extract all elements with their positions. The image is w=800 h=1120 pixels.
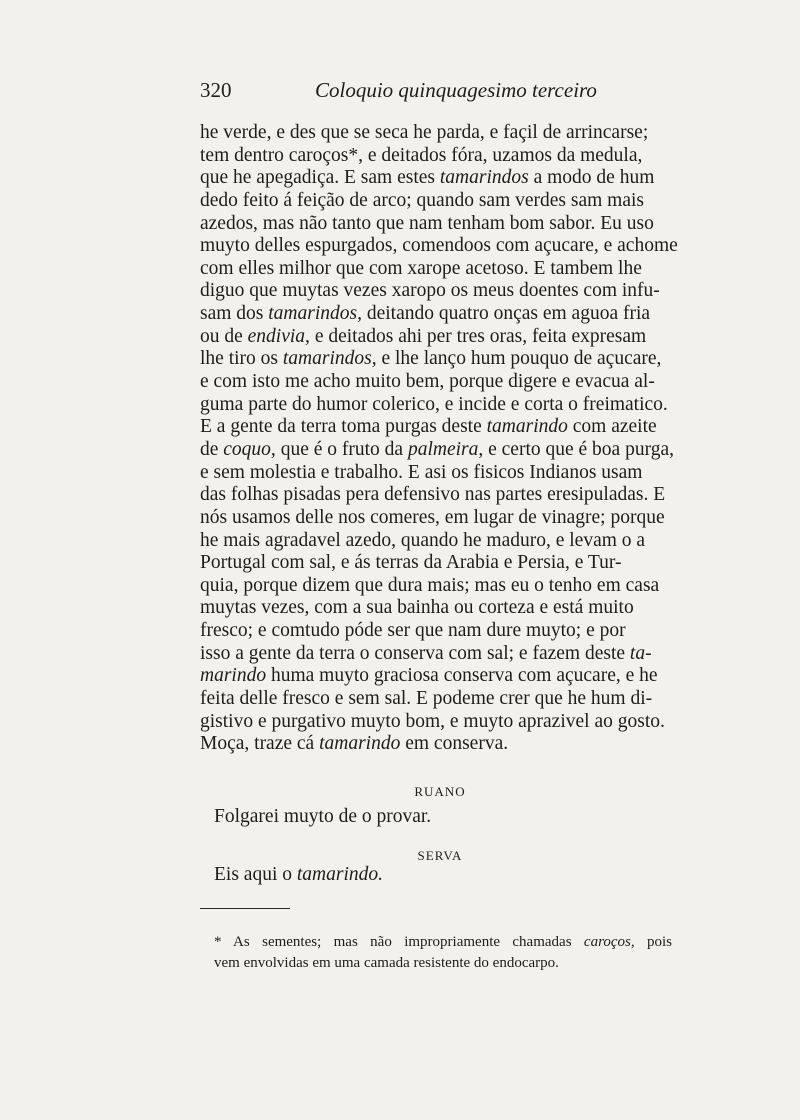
text-line [200, 189, 644, 213]
text-line [200, 371, 655, 394]
italic-segment: tamarindos, [268, 303, 362, 325]
footnote [214, 932, 672, 974]
italic-segment: tamarindo [319, 733, 401, 755]
footnote-rule [200, 908, 290, 909]
footnote-line [214, 932, 672, 953]
text-segment: E a gente da terra toma purgas deste [200, 416, 487, 438]
text-segment: vem envolvidas em uma camada resistente do endocarpo. [214, 955, 559, 971]
text-segment: com elles milhor que com xarope acetoso. E tambem lhe [200, 257, 642, 279]
text-line [200, 642, 652, 666]
text-line [200, 393, 668, 417]
text-line [200, 212, 654, 236]
speaker-ruano: RUANO [414, 784, 466, 799]
text-segment: fresco; e comtudo póde ser que nam dure muyto; e por [200, 620, 626, 642]
italic-segment: marindo [200, 665, 267, 687]
speech-ruano [214, 806, 431, 828]
italic-segment: tamarindos [439, 167, 529, 189]
text-line [200, 303, 651, 326]
text-line [200, 552, 622, 575]
text-segment: dedo feito á feição de arco; quando sam verdes sam mais [200, 189, 644, 211]
text-segment: Folgarei muyto de o provar. [214, 806, 432, 827]
text-segment: sam dos [200, 303, 269, 325]
text-line [200, 710, 665, 734]
text-line [200, 461, 643, 485]
text-segment: azedos, mas não tanto que nam tenham bom sabor. Eu uso [200, 212, 654, 234]
text-segment: ou de [200, 325, 248, 347]
text-segment: diguo que muytas vezes xaropo os meus doentes com infu- [200, 280, 660, 302]
text-segment: tem dentro caroços*, e deitados fóra, uzamos da medula, [200, 144, 643, 166]
text-segment: pois [634, 934, 672, 950]
text-segment: gistivo e purgativo muyto bom, e muyto aprazivel ao gosto. [200, 710, 665, 732]
speech-serva [214, 864, 383, 886]
italic-segment: tamarindos, [282, 348, 377, 370]
italic-segment: ta- [629, 642, 652, 664]
text-line [200, 733, 606, 756]
running-title: Coloquio quinquagesimo terceiro [315, 78, 597, 102]
text-segment: e sem molestia e trabalho. E asi os fisicos Indianos usam [200, 461, 643, 483]
text-line [200, 416, 657, 439]
text-segment: huma muyto graciosa conserva com açucare, e he [266, 665, 658, 687]
text-segment: muytas vezes, com a sua bainha ou corteza e está muito [200, 597, 634, 619]
italic-segment: palmeira, [407, 438, 484, 460]
text-line [200, 620, 626, 643]
text-line [200, 574, 660, 598]
text-line [200, 280, 660, 303]
text-line [200, 325, 647, 349]
text-segment: de [200, 438, 224, 460]
speaker-serva: SERVA [417, 848, 463, 863]
text-segment: Eis aqui o [214, 864, 297, 885]
text-segment: he mais agradavel azedo, quando he maduro, e levam o a [200, 529, 646, 551]
text-line [200, 438, 674, 462]
text-line [200, 688, 653, 711]
text-segment: * As sementes; mas não impropriamente chamadas [214, 934, 584, 950]
text-segment: a modo de hum [528, 167, 655, 189]
italic-segment: tamarindo. [296, 864, 384, 885]
page-number: 320 [200, 78, 232, 102]
italic-segment: tamarindo [486, 416, 568, 438]
footnote-line [214, 953, 672, 974]
text-segment: isso a gente da terra o conserva com sal; e fazem deste [200, 642, 630, 664]
text-segment: Moça, traze cá [200, 733, 320, 755]
body-text [200, 122, 678, 756]
italic-segment: caroços, [583, 934, 635, 950]
text-segment: nós usamos delle nos comeres, em lugar de vinagre; porque [200, 506, 665, 528]
text-segment: Portugal com sal, e ás terras da Arabia e Persia, e Tur- [200, 552, 622, 574]
text-line [200, 122, 649, 145]
text-segment: e certo que é boa purga, [483, 438, 674, 460]
page-header [200, 78, 620, 106]
text-line [200, 484, 666, 507]
text-line [200, 506, 665, 530]
text-line [200, 235, 678, 258]
text-line [200, 348, 662, 371]
text-line [200, 529, 646, 553]
text-line [200, 665, 658, 688]
text-segment: e deitados ahi per tres oras, feita expresam [309, 325, 647, 347]
text-segment: muyto delles espurgados, comendoos com açucare, e achome [200, 235, 678, 257]
text-line [200, 257, 642, 281]
text-segment: guma parte do humor colerico, e incide e corta o freimatico. [200, 393, 668, 415]
text-segment: quia, porque dizem que dura mais; mas eu o tenho em casa [200, 574, 660, 596]
italic-segment: coquo, [223, 438, 276, 460]
text-segment: deitando quatro onças em aguoa fria [361, 303, 651, 325]
text-segment: feita delle fresco e sem sal. E podeme crer que he hum di- [200, 688, 653, 710]
text-segment: com azeite [567, 416, 657, 438]
text-segment: das folhas pisadas pera defensivo nas partes eresipuladas. E [200, 484, 666, 506]
text-segment: que é o fruto da [275, 438, 408, 460]
text-segment: em conserva. [400, 733, 509, 755]
text-line [200, 597, 634, 620]
text-line [200, 167, 655, 190]
text-segment: que he apegadiça. E sam estes [200, 167, 440, 189]
text-line [200, 144, 643, 168]
text-segment: lhe tiro os [200, 348, 283, 370]
text-segment: e com isto me acho muito bem, porque digere e evacua al- [200, 371, 655, 393]
text-segment: he verde, e des que se seca he parda, e façil de arrincarse; [200, 122, 649, 143]
italic-segment: endivia, [247, 325, 310, 347]
text-segment: e lhe lanço hum pouquo de açucare, [376, 348, 662, 370]
